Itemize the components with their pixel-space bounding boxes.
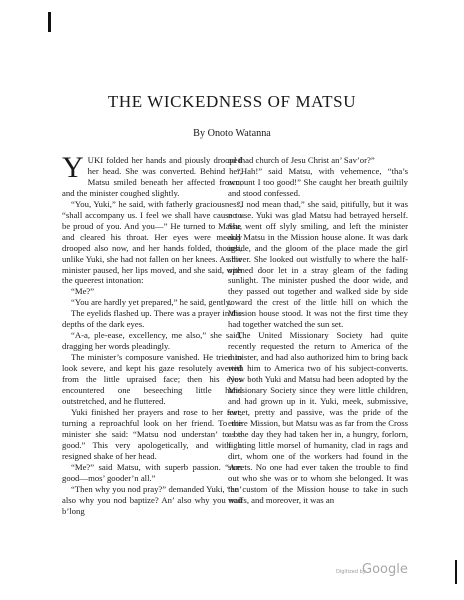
digitized-by-text: Digitized by [336,569,366,575]
left-paragraph-1-text: UKI folded her hands and piously drooped her head. She was converted. Behind her, Matsu smiled beneath her affected frown, and the minister coughed slightly. [62,155,242,198]
left-paragraph-10: “Then why you nod pray?” demanded Yuki, “an’ also why you nod baptize? An’ also why you nod b’long [62,483,242,516]
page-edge-mark [455,560,457,584]
article-title: THE WICKEDNESS OF MATSU [107,92,357,111]
article-byline: By Onoto Watanna [193,128,271,139]
left-paragraph-4: “You are hardly yet prepared,” he said, gently. [71,297,232,308]
left-paragraph-1 [62,151,242,199]
left-text-column [62,151,242,516]
left-paragraph-8: Yuki finished her prayers and rose to her feet, turning a reproachful look on her friend. To the minister she said: “Matsu nod understan’ to be good.” This very apologetically, and with a resigned shake of her head. [62,406,242,461]
left-paragraph-5: The eyelids flashed up. There was a prayer in the depths of the dark eyes. [62,308,242,330]
left-paragraph-6: “A-a, ple-ease, excellency, me also,” she said, dragging her words pleadingly. [62,330,242,352]
page-margin-mark [48,12,51,32]
left-paragraph-2: “You, Yuki,” he said, with fatherly graciousness, “shall accompany us. I feel we shall have cause to be proud of you. And you—” He turned to Matsu, and cleared his throat. Her eyes were meekly drooped also now, and her hands folded, though, unlike Yuki, she had not fallen on her knees. As the minister paused, her lips moved, and she said, with the queerest intonation: [62,198,242,286]
right-paragraph-3: “I nod mean thad,” she said, pitifully, but it was no use. Yuki was glad Matsu had betrayed herself. She went off slyly smiling, and left the minister and Matsu in the Mission house alone. It was dark inside, and the gloom of the place made the girl shiver. She looked out wistfully to where the half-opened door let in a stray gleam of the fading sunlight. The minister pushed the door wide, and they passed out together and walked side by side toward the crest of the little hill on which the Mission house stood. It was not the first time they had together watched the sun set. [228,198,408,330]
left-paragraph-7: The minister’s composure vanished. He tried to look severe, and kept his gaze resolutely averted from the little upraised face; then his eyes encountered one beseeching little hand outstretched, and he fluttered. [62,352,242,406]
google-logo: Google [362,562,408,577]
right-paragraph-1: ad thad church of Jesu Christ an’ Sav’or?” [228,155,375,165]
right-paragraph-2: “Hah!” said Matsu, with vehemence, “tha’s account I too good!” She caught her breath guiltily and stood confessed. [228,165,408,198]
left-paragraph-9: “Me?” said Matsu, with superb passion. “Am good—mos’ gooder’n all.” [62,461,242,483]
drop-cap-letter: Y [62,151,84,184]
right-paragraph-4: The United Missionary Society had quite recently requested the return to America of the minister, and had also authorized him to bring back with him to America two of his subject-converts. Now both Yuki and Matsu had been adopted by the Missionary Society since they were little children, and had grown up in it. Yuki, meek, submissive, sweet, pretty and passive, was the pride of the entire Mission, but Matsu was as far from the Cross as the day they had taken her in, a hungry, forlorn, fighting little morsel of humanity, clad in rags and dirt, whom one of the workers had found in the streets. No one had ever taken the trouble to find out who she was or to whom she belonged. It was the custom of the Mission house to take in such waifs, and moreover, it was an [228,330,408,505]
left-paragraph-3: “Me?” [71,286,95,297]
right-text-column [228,155,408,506]
